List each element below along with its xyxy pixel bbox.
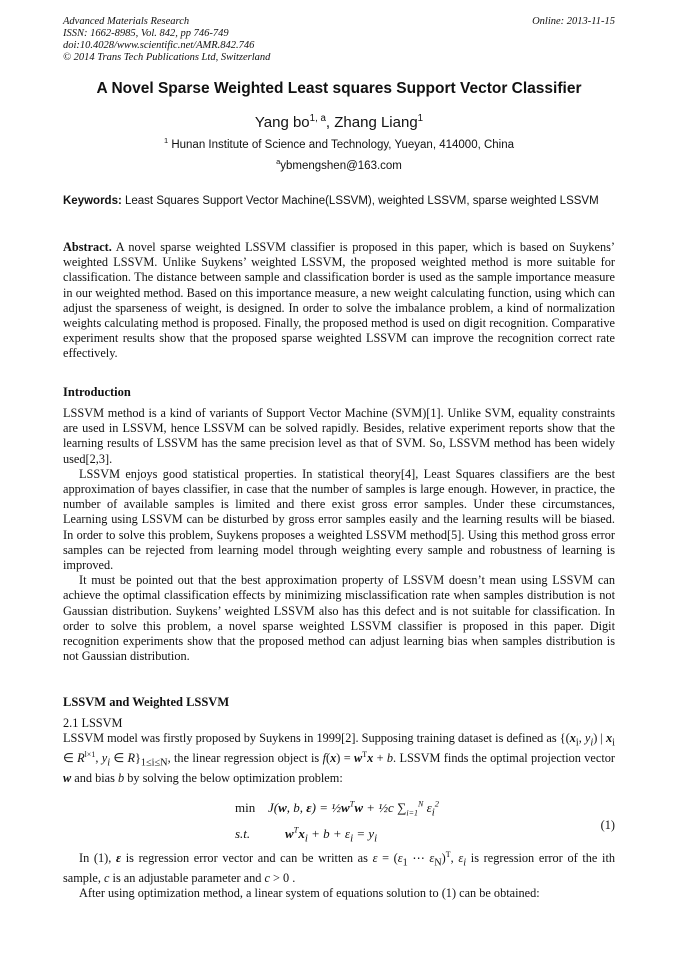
author-email: [63, 157, 615, 172]
keywords-text: Least Squares Support Vector Machine(LSSVM), weighted LSSVM, sparse weighted LSSVM: [125, 195, 599, 207]
author-2: Zhang Liang: [334, 114, 418, 131]
doi: doi:10.4028/www.scientific.net/AMR.842.746: [63, 40, 255, 51]
section-2-continued: [63, 851, 615, 901]
abstract-label: Abstract.: [63, 240, 112, 254]
affiliation-mark: 1: [163, 136, 169, 146]
section-2-heading: LSSVM and Weighted LSSVM: [63, 695, 230, 709]
affiliation: [63, 136, 615, 151]
online-date: Online: 2013-11-15: [532, 16, 615, 27]
keywords: [63, 194, 615, 208]
abstract-text: A novel sparse weighted LSSVM classifier is proposed in this paper, which is based on Suykens’ weighted LSSVM. Unlike Suykens’ weighted LSSVM, the proposed weighted method is more suitable for classification. The distance between sample and classification border is used as the sample importance measure in our weighted method. Based on this importance measure, a new weight calculating function, using which can adjust the sparseness of weight, is designed. In order to solve the imbalance problem, a kind of normalization weights calculating method is proposed. Finally, the proposed method is used on digit recognition. Comparative experiment results show that the proposed sparse weighted LSSVM can improve the recognition correct rate effectively.: [63, 240, 615, 361]
introduction-body: [63, 406, 615, 664]
section-2-body: [63, 716, 615, 786]
eq-objective: J(w, b, $\varepsilon) = \frac{1}{2}w^Tw$ + ½c $\sum_{i=1}^N$ $\varepsilon_i^2$: [268, 798, 439, 819]
symbol-w: w: [63, 770, 72, 785]
lssvm-paragraph-2: In (1), ε is regression error vector and can be written as $\varepsilon = (\varepsilon_1$ ⋯ $\varepsilon_N)^T$, $\varepsilon_i$ is regression error of the ith sample, c is an adjustable parameter and c > 0 .: [63, 849, 616, 885]
author-separator: ,: [325, 114, 335, 131]
regression-formula: $f(x) = w^Tx + b$: [322, 749, 394, 765]
running-header: [63, 16, 615, 64]
author-2-affil-mark: 1: [417, 113, 424, 124]
abstract: [63, 240, 615, 362]
introduction-heading: Introduction: [63, 385, 131, 399]
eq-min: min: [235, 800, 256, 815]
eq-st: s.t.: [235, 826, 251, 841]
intro-paragraph-3: It must be pointed out that the best approximation property of LSSVM doesn’t mean using LSSVM can achieve the optimal classification effects by minimizing misclassification rate when samples distribution is not Gaussian distribution. Suykens’ weighted LSSVM also has this defect and is not suitable for classification. In order to solve this problem, a novel sparse weighted LSSVM classifier is proposed in this paper. Digit recognition experiments show that the proposed method can adjust learning bias when samples distribution is not Gaussian distribution.: [63, 573, 615, 664]
intro-paragraph-1: LSSVM method is a kind of variants of Support Vector Machine (SVM)[1]. Unlike SVM, equality constraints are used in LSSVM, hence LSSVM can be solved rapidly. Besides, relative experiment reports show that the learning results of LSSVM has the same precision level as that of SVM. So, LSSVM method has been widely used[2,3].: [63, 406, 615, 466]
keywords-label: Keywords:: [63, 195, 122, 207]
equation-number: (1): [600, 818, 615, 832]
symbol-b: b: [118, 770, 125, 785]
eq-constraint: $w^Tx_i + b + \varepsilon_i = y_i$: [285, 824, 378, 845]
affiliation-text: Hunan Institute of Science and Technology, Yueyan, 414000, China: [171, 139, 515, 151]
journal-name: Advanced Materials Research: [63, 16, 190, 27]
lssvm-paragraph-1: LSSVM model was firstly proposed by Suykens in 1999[2]. Supposing training dataset is defined as {($x_i$, $y_i$) | $x_i$ ∈ $R^{l\times 1}$, $y_i$ ∈ $R\}_{1\le i\le N}$, the linear regression object is $f(x) = w^Tx + b$. LSSVM finds the optimal projection vector w and bias b by solving the below optimization problem:: [63, 731, 615, 785]
email-mark: a: [276, 157, 281, 167]
subsection-2-1: 2.1 LSSVM: [63, 716, 123, 730]
copyright: © 2014 Trans Tech Publications Ltd, Switzerland: [63, 52, 271, 63]
email-address[interactable]: ybmengshen@163.com: [280, 160, 402, 172]
issn: ISSN: 1662-8985, Vol. 842, pp 746-749: [63, 28, 229, 39]
author-1-affil-mark: 1, a: [309, 113, 326, 124]
equation-1: [63, 796, 615, 846]
dataset-formula: {($x_i$, $y_i$) | $x_i$ ∈ $R^{l\times 1}$, $y_i$ ∈ $R\}_{1\le i\le N}$: [63, 731, 615, 769]
lssvm-paragraph-3: After using optimization method, a linear system of equations solution to (1) can be obtained:: [79, 885, 540, 900]
intro-paragraph-2: LSSVM enjoys good statistical properties. In statistical theory[4], Least Squares classifiers are the best approximation of bayes classifier, in case that the number of samples is large enough. However, in practice, the number of available samples is limited and there exist gross error samples. Under these circumstances, Learning using LSSVM can be disturbed by gross error samples easily and the learning results will be biased. In order to solve this problem, Suykens proposes a weighted LSSVM method[5]. Using this method gross error samples can be rejected from learning model through weighting every sample and robustness of learning is improved.: [63, 466, 615, 573]
author-1: Yang bo: [254, 114, 310, 131]
paper-title: A Novel Sparse Weighted Least squares Support Vector Classifier: [96, 80, 582, 97]
author-line: [63, 114, 615, 131]
